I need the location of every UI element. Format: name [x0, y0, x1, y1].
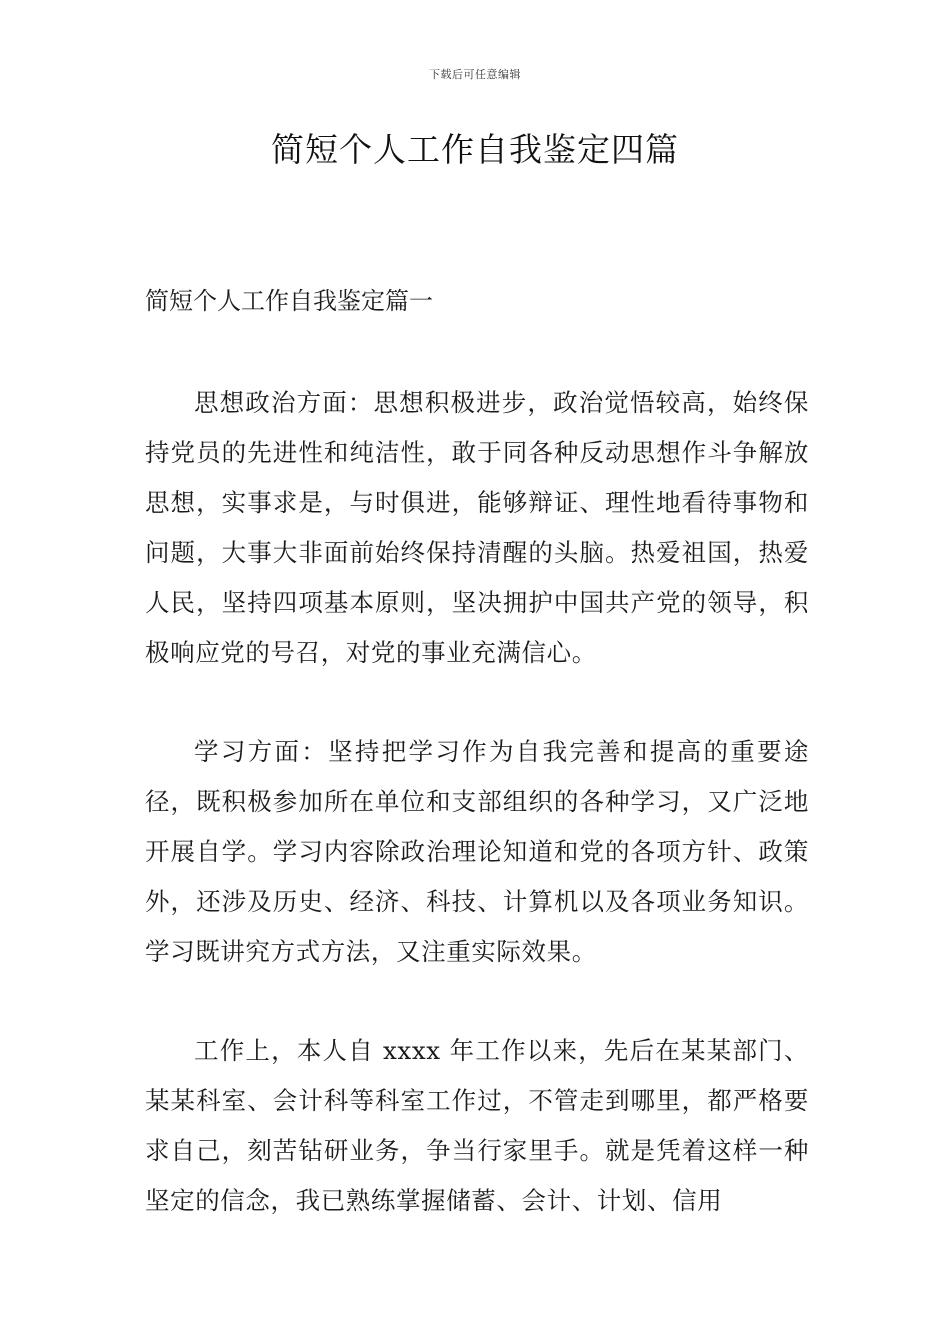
- paragraph-study: 学习方面：坚持把学习作为自我完善和提高的重要途径，既积极参加所在单位和支部组织的各种学习，又广泛地开展自学。学习内容除政治理论知道和党的各项方针、政策外，还涉及历史、经济、科技、计算机以及各项业务知识。学习既讲究方式方法，又注重实际效果。: [145, 737, 809, 966]
- document-title: 简短个人工作自我鉴定四篇: [271, 130, 679, 169]
- paragraph-work: 工作上，本人自 xxxx 年工作以来，先后在某某部门、某某科室、会计科等科室工作过，不管走到哪里，都严格要求自己，刻苦钻研业务，争当行家里手。就是凭着这样一种坚定的信念，我已熟练掌握储蓄、会计、计划、信用: [145, 1036, 809, 1215]
- header-note: 下载后可任意编辑: [429, 68, 521, 81]
- body-text: [145, 378, 809, 1275]
- paragraph-political: 思想政治方面：思想积极进步，政治觉悟较高，始终保持党员的先进性和纯洁性，敢于同各种反动思想作斗争解放思想，实事求是，与时俱进，能够辩证、理性地看待事物和问题，大事大非面前始终保持清醒的头脑。热爱祖国，热爱人民，坚持四项基本原则，坚决拥护中国共产党的领导，积极响应党的号召，对党的事业充满信心。: [145, 388, 809, 667]
- section-heading: 简短个人工作自我鉴定篇一: [145, 287, 433, 315]
